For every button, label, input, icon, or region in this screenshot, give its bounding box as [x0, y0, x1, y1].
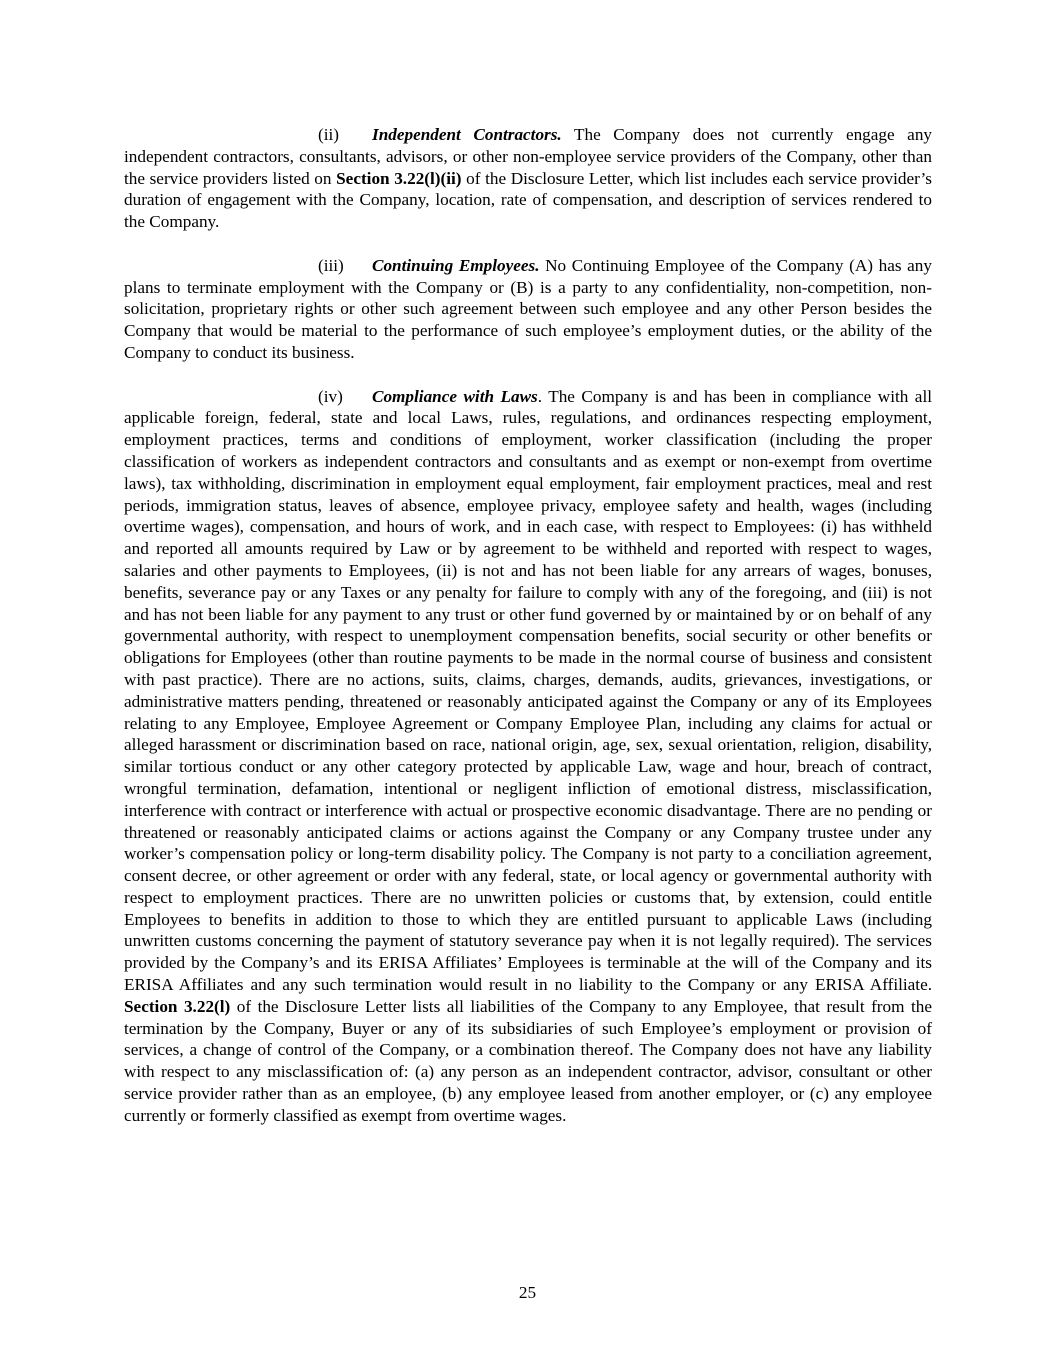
paragraph-heading: Compliance with Laws: [372, 386, 538, 406]
paragraph-text: No Continuing Employee of the Company (A) has any plans to terminate employment with the Company or (B) is a party to any confidentiality, non-competition, non-solicitation, proprietary rights or other such agreement between such employee and any other Person besides the Company that would be material to the performance of such employee’s employment duties, or the ability of the Company to conduct its business.: [124, 255, 932, 362]
paragraph-text: . The Company is and has been in compliance with all applicable foreign, federal, state and local Laws, rules, regulations, and ordinances respecting employment, employment practices, terms and conditions of employment, worker classification (including the proper classification of workers as independent contractors and consultants and as exempt or non-exempt from overtime laws), tax withholding, discrimination in employment equal employment, fair employment practices, meal and rest periods, immigration status, leaves of absence, employee privacy, employee safety and health, wages (including overtime wages), compensation, and hours of work, and in each case, with respect to Employees: (i) has withheld and reported all amounts required by Law or by agreement to be withheld and reported with respect to wages, salaries and other payments to Employees, (ii) is not and has not been liable for any arrears of wages, bonuses, benefits, severance pay or any Taxes or any penalty for failure to comply with any of the foregoing, and (iii) is not and has not been liable for any payment to any trust or other fund governed by or maintained by or on behalf of any governmental authority, with respect to unemployment compensation benefits, social security or other benefits or obligations for Employees (other than routine payments to be made in the normal course of business and consistent with past practice). There are no actions, suits, claims, charges, demands, audits, grievances, investigations, or administrative matters pending, threatened or reasonably anticipated against the Company or any of its Employees relating to any Employee, Employee Agreement or Company Employee Plan, including any claims for actual or alleged harassment or discrimination based on race, national origin, age, sex, sexual orientation, religion, disability, similar tortious conduct or any other category protected by applicable Law, wage and hour, breach of contract, wrongful termination, defamation, intentional or negligent infliction of emotional distress, misclassification, interference with contract or interference with actual or prospective economic disadvantage. There are no pending or threatened or reasonably anticipated claims or actions against the Company or any Company trustee under any worker’s compensation policy or long-term disability policy. The Company is not party to a conciliation agreement, consent decree, or other agreement or order with any federal, state, or local agency or governmental authority with respect to employment practices. There are no unwritten policies or customs that, by extension, could entitle Employees to benefits in addition to those to which they are entitled pursuant to applicable Laws (including unwritten customs concerning the payment of statutory severance pay when it is not legally required). The services provided by the Company’s and its ERISA Affiliates’ Employees is terminable at the will of the Company and its ERISA Affiliates and any such termination would result in no liability to the Company or any ERISA Affiliate.: [124, 386, 932, 995]
page-number: 25: [518, 1283, 537, 1302]
paragraph-continuing-employees: [124, 255, 932, 364]
paragraph-number: (iii): [318, 255, 344, 275]
paragraph-independent-contractors: [124, 124, 932, 233]
paragraph-number: (ii): [318, 125, 339, 144]
paragraph-text: of the Disclosure Letter, which list includes each service provider’s duration of engagement with the Company, location, rate of compensation, and description of services rendered to the Company.: [124, 168, 932, 232]
paragraph-text: The Company does not currently engage any independent contractors, consultants, advisors, or other non-employee service providers of the Company, other than the service providers listed on: [124, 125, 933, 188]
paragraph-compliance-with-laws: [124, 386, 932, 1127]
paragraph-heading: Continuing Employees.: [372, 255, 540, 275]
paragraph-text: of the Disclosure Letter lists all liabilities of the Company to any Employee, that result from the termination by the Company, Buyer or any of its subsidiaries of such Employee’s employment or provision of services, a change of control of the Company, or a combination thereof. The Company does not have any liability with respect to any misclassification of: (a) any person as an independent contractor, advisor, consultant or other service provider rather than as an employee, (b) any employee leased from another employer, or (c) any employee currently or formerly classified as exempt from overtime wages.: [124, 996, 932, 1125]
section-reference: Section 3.22(l)(ii): [336, 168, 462, 188]
document-page: [124, 124, 932, 1148]
paragraph-number: (iv): [318, 386, 343, 406]
paragraph-heading: Independent Contractors.: [372, 125, 562, 144]
section-reference: Section 3.22(l): [124, 996, 231, 1016]
